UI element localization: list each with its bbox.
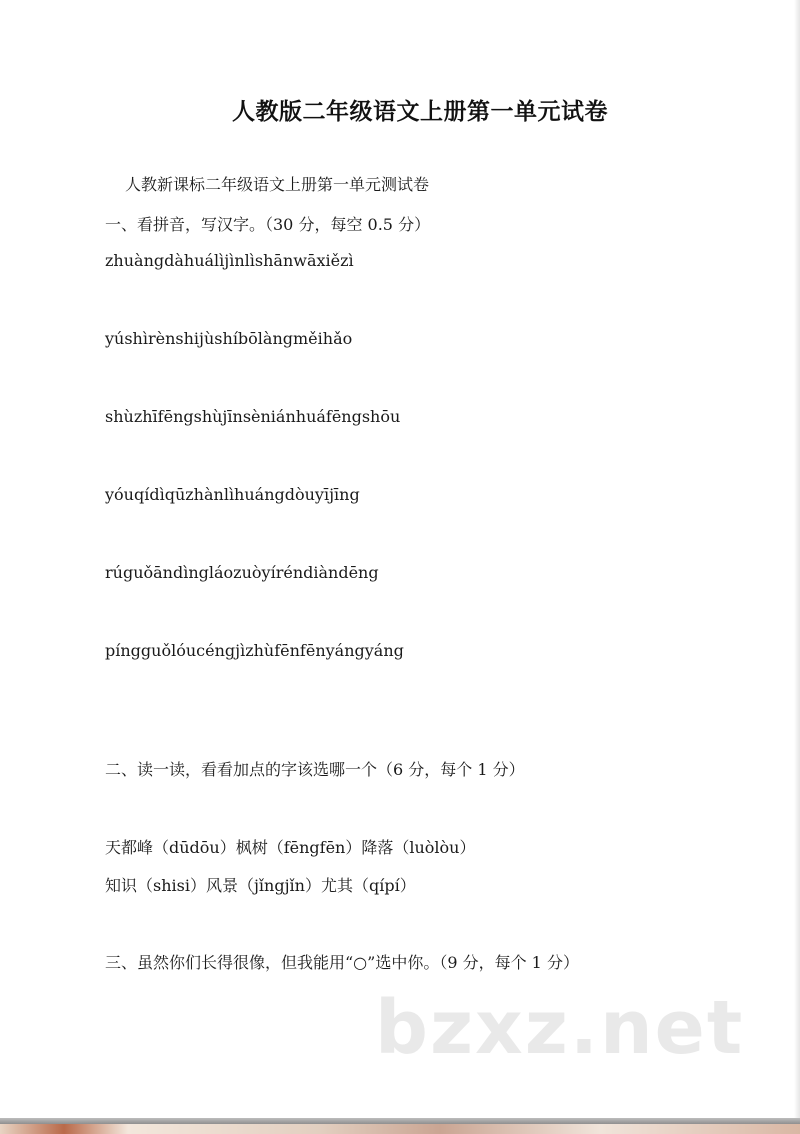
pinyin-line: zhuàngdàhuálìjìnlìshānwāxiězì bbox=[105, 251, 354, 270]
section-2-item-line: 天都峰（dūdōu）枫树（fēngfēn）降落（luòlòu） bbox=[105, 838, 476, 857]
page-title: 人教版二年级语文上册第一单元试卷 bbox=[232, 99, 608, 125]
section-3-heading: 三、虽然你们长得很像，但我能用“○”选中你。（9 分，每个 1 分） bbox=[105, 953, 579, 972]
section-2-heading: 二、读一读，看看加点的字该选哪一个（6 分，每个 1 分） bbox=[105, 760, 525, 779]
pinyin-line: yóuqídìqūzhànlìhuángdòuyījīng bbox=[105, 485, 360, 504]
section-1-heading: 一、看拼音，写汉字。（30 分，每空 0.5 分） bbox=[105, 215, 431, 234]
pinyin-line: yúshìrènshijùshíbōlàngměihǎo bbox=[105, 329, 353, 348]
pinyin-line: píngguǒlóucéngjìzhùfēnfēnyángyáng bbox=[105, 641, 404, 660]
next-page-edge bbox=[0, 1124, 800, 1134]
watermark: bzxz.net bbox=[375, 985, 745, 1071]
pinyin-line: shùzhīfēngshùjīnsèniánhuáfēngshōu bbox=[105, 407, 401, 426]
exam-subtitle: 人教新课标二年级语文上册第一单元测试卷 bbox=[125, 175, 430, 194]
section-2-item-line: 知识（shisi）风景（jǐngjǐn）尤其（qípí） bbox=[105, 876, 416, 895]
pinyin-line: rúguǒāndìngláozuòyíréndiàndēng bbox=[105, 563, 379, 582]
page-edge-shadow bbox=[794, 0, 800, 1118]
